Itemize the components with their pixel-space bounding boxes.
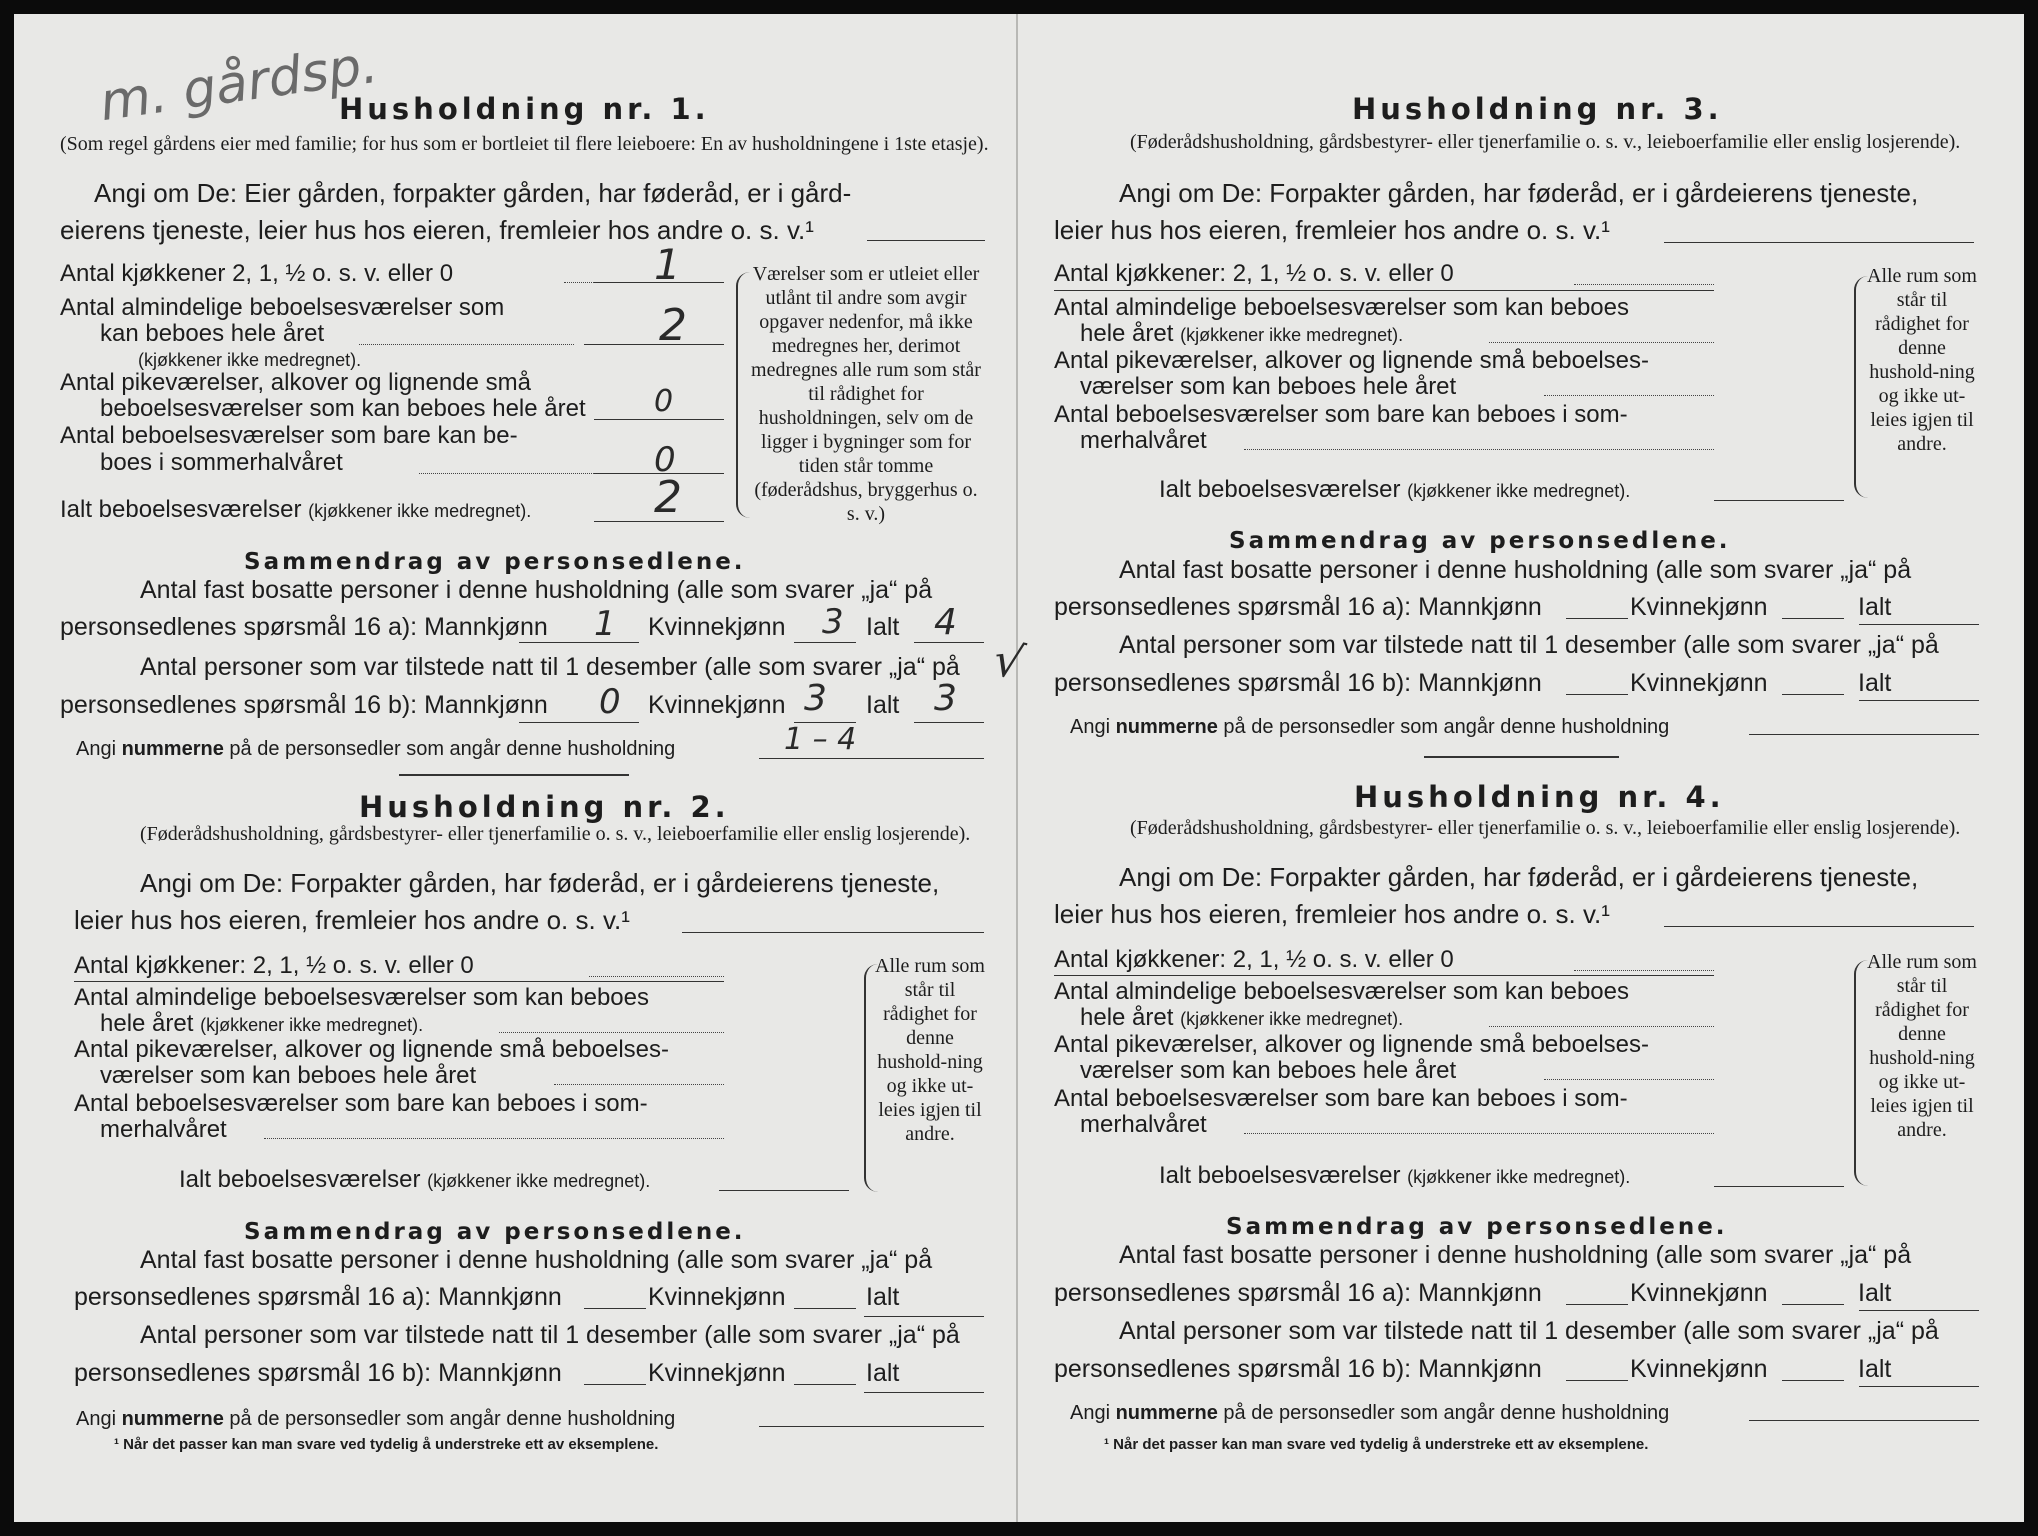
h4-p1-ialt-line[interactable] [1859, 1310, 1979, 1311]
h4-sommer-dots [1244, 1133, 1714, 1134]
h2-subtitle: (Føderådshusholdning, gårdsbestyrer- eller tjenerfamilie o. s. v., leieboerfamilie eller enslig losjerende). [140, 823, 971, 845]
h1-ialt-line [594, 521, 724, 522]
census-form-sheet [14, 14, 2024, 1522]
h4-ialt-label [1159, 1162, 1630, 1191]
h1-sammendrag-heading: Sammendrag av personsedlene. [244, 549, 746, 575]
h4-p1-mann-label: Mannkjønn [1418, 1279, 1542, 1307]
h1-note: Værelser som er utleiet eller utlånt til andre som avgir opgaver nedenfor, må ikke medregnes her, derimot medregnes alle rum som står til rådighet for husholdningen, selv om de ligger i bygninger som for tiden står tomme (føderådshus, bryggerhus o. s. v.) [751, 263, 981, 525]
h2-note: Alle rum som står til rådighet for denne hushold-ning og ikke ut-leies igjen til andre. [875, 955, 985, 1145]
h2-alm-line1: Antal almindelige beboelsesværelser som kan beboes [74, 984, 649, 1011]
h4-p1-kvinne-label: Kvinnekjønn [1630, 1279, 1768, 1307]
h1-pike-line2: beboelsesværelser som kan beboes hele året [100, 395, 586, 422]
h3-p2-kvinne-label: Kvinnekjønn [1630, 669, 1768, 697]
h1-p2-ialt-label: Ialt [866, 691, 900, 719]
h1-p1-line1: Antal fast bosatte personer i denne husholdning (alle som svarer „ja“ på [140, 576, 933, 604]
h2-sammendrag-heading: Sammendrag av personsedlene. [244, 1219, 746, 1245]
h2-nr-rest: på de personsedler som angår denne husholdning [229, 1408, 676, 1430]
h3-p2-kvinne-line[interactable] [1782, 694, 1844, 695]
h1-divider [399, 774, 629, 776]
h4-alm-dots [1489, 1026, 1714, 1027]
h4-p2-mann-label: Mannkjønn [1418, 1355, 1542, 1383]
h2-ialt-small: (kjøkkener ikke medregnet). [427, 1171, 651, 1191]
h4-ialt-small: (kjøkkener ikke medregnet). [1407, 1167, 1631, 1187]
h3-p2-ialt-line[interactable] [1859, 700, 1979, 701]
h4-angi-line1: Angi om De: Forpakter gården, har føderåd, er i gårdeierens tjeneste, [1119, 862, 1919, 892]
h2-p1-question: personsedlenes spørsmål 16 a): [74, 1283, 432, 1311]
h1-nr-rest: på de personsedler som angår denne husholdning [229, 738, 676, 760]
h3-sommer-dots [1244, 449, 1714, 450]
h4-ialt-text: Ialt beboelsesværelser [1159, 1162, 1401, 1189]
h1-alm-line [584, 344, 724, 345]
h2-kjokken-label: Antal kjøkkener: 2, 1, ½ o. s. v. eller 0 [74, 952, 474, 979]
h1-p1-mann-line [519, 642, 639, 643]
h3-p1-question: personsedlenes spørsmål 16 a): [1054, 593, 1412, 621]
h4-p1-line1: Antal fast bosatte personer i denne husholdning (alle som svarer „ja“ på [1119, 1241, 1912, 1269]
h4-alm-text: hele året [1080, 1004, 1174, 1031]
h3-alm-dots [1489, 342, 1714, 343]
h2-alm-small: (kjøkkener ikke medregnet). [200, 1015, 424, 1035]
h1-p2-mann-line [519, 722, 639, 723]
h3-subtitle: (Føderådshusholdning, gårdsbestyrer- eller tjenerfamilie o. s. v., leieboerfamilie eller enslig losjerende). [1130, 131, 1961, 153]
h2-p1-line2 [74, 1284, 562, 1311]
h2-p1-ialt-label: Ialt [866, 1283, 900, 1311]
h4-p1-ialt-label: Ialt [1858, 1279, 1892, 1307]
h2-nr-bold: nummerne [121, 1408, 224, 1430]
h1-nr-line [759, 758, 984, 759]
h1-sommer-line1: Antal beboelsesværelser som bare kan be- [60, 422, 518, 449]
h4-p2-line2 [1054, 1356, 1542, 1383]
h3-pike-line2: værelser som kan beboes hele året [1080, 373, 1457, 400]
h4-p2-ialt-line[interactable] [1859, 1386, 1979, 1387]
h2-p2-mann-line[interactable] [584, 1384, 646, 1385]
h4-nr-line[interactable] [1749, 1420, 1979, 1421]
h2-sommer-dots [264, 1138, 724, 1139]
h1-p2-ialt-value[interactable]: 3 [934, 678, 957, 719]
h3-ialt-label [1159, 476, 1630, 505]
h3-note: Alle rum som står til rådighet for denne hushold-ning og ikke ut-leies igjen til andre. [1867, 265, 1977, 455]
h2-p2-line1: Antal personer som var tilstede natt til 1 desember (alle som svarer „ja“ på [140, 1321, 960, 1349]
h3-sommer-line2: merhalvåret [1080, 427, 1207, 454]
h3-alm-small: (kjøkkener ikke medregnet). [1180, 325, 1404, 345]
h4-sommer-line1: Antal beboelsesværelser som bare kan beboes i som- [1054, 1085, 1628, 1112]
h3-p1-line2 [1054, 594, 1542, 621]
h1-p2-question: personsedlenes spørsmål 16 b): [60, 691, 418, 719]
h1-p1-kvinne-label: Kvinnekjønn [648, 613, 786, 641]
h1-p2-kvinne-label: Kvinnekjønn [648, 691, 786, 719]
h1-pike-line1: Antal pikeværelser, alkover og lignende små [60, 369, 531, 396]
h3-p2-ialt-label: Ialt [1858, 669, 1892, 697]
h1-alm-small: (kjøkkener ikke medregnet). [138, 350, 362, 370]
h1-ialt-value[interactable]: 2 [654, 472, 682, 523]
h2-title: Husholdning nr. 2. [359, 790, 730, 824]
h1-nr-angi: Angi [76, 738, 117, 760]
h2-pike-line2: værelser som kan beboes hele året [100, 1062, 477, 1089]
h2-sommer-line1: Antal beboelsesværelser som bare kan beboes i som- [74, 1090, 648, 1117]
h3-angi-answer-line[interactable] [1664, 242, 1974, 243]
h4-alm-underline [1054, 975, 1714, 976]
h4-angi-answer-line[interactable] [1664, 926, 1974, 927]
h2-ialt-label [179, 1166, 650, 1195]
h4-nr-bold: nummerne [1115, 1402, 1218, 1424]
h3-p2-mann-label: Mannkjønn [1418, 669, 1542, 697]
h3-p2-line1: Antal personer som var tilstede natt til 1 desember (alle som svarer „ja“ på [1119, 631, 1939, 659]
h4-pike-line1: Antal pikeværelser, alkover og lignende små beboelses- [1054, 1031, 1649, 1058]
h1-kjokken-line [594, 282, 724, 283]
h1-p1-kvinne-line [794, 642, 856, 643]
h1-ialt-text: Ialt beboelsesværelser [60, 496, 302, 523]
h3-alm-underline [1054, 290, 1714, 291]
h3-alm-line2 [1080, 320, 1403, 349]
h3-nr-label [1070, 714, 1669, 741]
h4-alm-small: (kjøkkener ikke medregnet). [1180, 1009, 1404, 1029]
h3-ialt-text: Ialt beboelsesværelser [1159, 476, 1401, 503]
h4-subtitle: (Føderådshusholdning, gårdsbestyrer- eller tjenerfamilie o. s. v., leieboerfamilie eller enslig losjerende). [1130, 817, 1961, 839]
h2-alm-line2 [100, 1010, 423, 1039]
h1-alm-line1: Antal almindelige beboelsesværelser som [60, 294, 505, 321]
h2-p2-mann-label: Mannkjønn [438, 1359, 562, 1387]
h1-p1-ialt-line [914, 642, 984, 643]
h2-ialt-line [719, 1190, 849, 1191]
h2-footnote: ¹ Når det passer kan man svare ved tydelig å understreke ett av eksemplene. [114, 1436, 659, 1453]
h2-angi-answer-line[interactable] [682, 932, 984, 933]
h1-p2-kvinne-value[interactable]: 3 [804, 678, 827, 719]
page-fold [1016, 14, 1018, 1522]
h4-p1-kvinne-line[interactable] [1782, 1304, 1844, 1305]
h1-nr-bold: nummerne [121, 738, 224, 760]
h4-pike-dots [1544, 1079, 1714, 1080]
h3-p2-line2 [1054, 670, 1542, 697]
h3-p2-question: personsedlenes spørsmål 16 b): [1054, 669, 1412, 697]
h1-p2-mann-label: Mannkjønn [424, 691, 548, 719]
h2-pike-dots [554, 1084, 724, 1085]
h1-p1-mann-label: Mannkjønn [424, 613, 548, 641]
h4-kjokken-dots [1574, 970, 1714, 971]
h3-divider [1424, 756, 1619, 758]
h3-sommer-line1: Antal beboelsesværelser som bare kan beboes i som- [1054, 401, 1628, 428]
h1-alm-dots [359, 344, 574, 345]
h4-sammendrag-heading: Sammendrag av personsedlene. [1226, 1214, 1728, 1240]
h1-p1-ialt-value[interactable]: 4 [934, 602, 957, 643]
h1-pike-value[interactable]: 0 [654, 384, 674, 419]
handwritten-annotation: m. gårdsp. [96, 34, 382, 134]
h4-nr-angi: Angi [1070, 1402, 1111, 1424]
h3-p1-line1: Antal fast bosatte personer i denne husholdning (alle som svarer „ja“ på [1119, 556, 1912, 584]
h2-p2-question: personsedlenes spørsmål 16 b): [74, 1359, 432, 1387]
h1-subtitle: (Som regel gårdens eier med familie; for hus som er bortleiet til flere leieboere: En av husholdningene i 1ste etasje). [60, 133, 989, 155]
h1-alm-value[interactable]: 2 [659, 300, 687, 351]
h1-nr-value[interactable]: 1 – 4 [784, 722, 857, 757]
h4-alm-line2 [1080, 1004, 1403, 1033]
h3-p1-kvinne-label: Kvinnekjønn [1630, 593, 1768, 621]
h4-ialt-line [1714, 1186, 1844, 1187]
h4-p2-kvinne-line[interactable] [1782, 1380, 1844, 1381]
h1-ialt-small: (kjøkkener ikke medregnet). [308, 501, 532, 521]
h3-ialt-small: (kjøkkener ikke medregnet). [1407, 481, 1631, 501]
h2-sommer-line2: merhalvåret [100, 1116, 227, 1143]
h1-p2-line2 [60, 692, 548, 719]
h1-alm-line2: kan beboes hele året [100, 320, 325, 347]
h3-alm-text: hele året [1080, 320, 1174, 347]
h4-alm-line1: Antal almindelige beboelsesværelser som kan beboes [1054, 978, 1629, 1005]
h2-alm-text: hele året [100, 1010, 194, 1037]
h1-pike-line [594, 419, 724, 420]
h3-sammendrag-heading: Sammendrag av personsedlene. [1229, 528, 1731, 554]
h4-title: Husholdning nr. 4. [1354, 780, 1725, 814]
h1-kjokken-value[interactable]: 1 [654, 240, 681, 289]
h4-kjokken-label: Antal kjøkkener: 2, 1, ½ o. s. v. eller 0 [1054, 946, 1454, 973]
h2-p2-kvinne-line[interactable] [794, 1384, 856, 1385]
h4-sommer-line2: merhalvåret [1080, 1111, 1207, 1138]
h4-p1-line2 [1054, 1280, 1542, 1307]
h1-p1-mann-value[interactable]: 1 [594, 604, 616, 644]
h1-p1-line2 [60, 614, 548, 641]
h3-kjokken-label: Antal kjøkkener: 2, 1, ½ o. s. v. eller 0 [1054, 260, 1454, 287]
h1-p1-kvinne-value[interactable]: 3 [822, 602, 844, 642]
h1-nr-label [76, 736, 675, 763]
h1-p1-question: personsedlenes spørsmål 16 a): [60, 613, 418, 641]
h4-p2-ialt-label: Ialt [1858, 1355, 1892, 1383]
h2-p1-kvinne-line[interactable] [794, 1308, 856, 1309]
h4-nr-label [1070, 1400, 1669, 1427]
h4-p2-kvinne-label: Kvinnekjønn [1630, 1355, 1768, 1383]
h3-title: Husholdning nr. 3. [1352, 92, 1723, 126]
h3-nr-rest: på de personsedler som angår denne husholdning [1223, 716, 1670, 738]
h3-nr-line[interactable] [1749, 734, 1979, 735]
h1-sommer-value[interactable]: 0 [654, 440, 676, 480]
h3-nr-bold: nummerne [1115, 716, 1218, 738]
h1-angi-line2: eierens tjeneste, leier hus hos eieren, fremleier hos andre o. s. v.¹ [60, 215, 814, 245]
h1-sommer-line2: boes i sommerhalvåret [100, 449, 343, 476]
h3-kjokken-dots [1574, 284, 1714, 285]
h3-ialt-line [1714, 500, 1844, 501]
h2-p1-mann-line[interactable] [584, 1308, 646, 1309]
h4-p2-line1: Antal personer som var tilstede natt til 1 desember (alle som svarer „ja“ på [1119, 1317, 1939, 1345]
h3-angi-line1: Angi om De: Forpakter gården, har føderåd, er i gårdeierens tjeneste, [1119, 178, 1919, 208]
h3-pike-line1: Antal pikeværelser, alkover og lignende små beboelses- [1054, 347, 1649, 374]
h2-alm-dots [499, 1032, 724, 1033]
h3-angi-line2: leier hus hos eieren, fremleier hos andre o. s. v.¹ [1054, 215, 1610, 245]
h2-angi-line2: leier hus hos eieren, fremleier hos andre o. s. v.¹ [74, 905, 630, 935]
h4-p2-mann-line[interactable] [1566, 1380, 1628, 1381]
h4-p1-question: personsedlenes spørsmål 16 a): [1054, 1279, 1412, 1307]
h2-p1-line1: Antal fast bosatte personer i denne husholdning (alle som svarer „ja“ på [140, 1246, 933, 1274]
h2-p1-kvinne-label: Kvinnekjønn [648, 1283, 786, 1311]
h2-nr-angi: Angi [76, 1408, 117, 1430]
h4-pike-line2: værelser som kan beboes hele året [1080, 1057, 1457, 1084]
h4-footnote: ¹ Når det passer kan man svare ved tydelig å understreke ett av eksemplene. [1104, 1436, 1649, 1453]
h2-p2-ialt-line[interactable] [864, 1392, 984, 1393]
h2-pike-line1: Antal pikeværelser, alkover og lignende små beboelses- [74, 1036, 669, 1063]
h1-p2-mann-value[interactable]: 0 [599, 682, 621, 722]
h2-p1-mann-label: Mannkjønn [438, 1283, 562, 1311]
h1-kjokken-dots [564, 282, 594, 283]
h4-nr-rest: på de personsedler som angår denne husholdning [1223, 1402, 1670, 1424]
h2-nr-line[interactable] [759, 1426, 984, 1427]
h2-angi-line1: Angi om De: Forpakter gården, har føderåd, er i gårdeierens tjeneste, [140, 868, 940, 898]
h1-angi-line1: Angi om De: Eier gården, forpakter gården, har føderåd, er i gård- [94, 178, 852, 208]
h1-checkmark: √ [988, 631, 1029, 691]
h3-pike-dots [1544, 395, 1714, 396]
h1-angi-answer-line[interactable] [867, 240, 985, 241]
h3-p1-ialt-label: Ialt [1858, 593, 1892, 621]
h2-p1-ialt-line[interactable] [864, 1316, 984, 1317]
h1-title: Husholdning nr. 1. [339, 92, 710, 126]
h1-ialt-label [60, 496, 531, 525]
h3-p1-mann-line[interactable] [1566, 618, 1628, 619]
h4-note: Alle rum som står til rådighet for denne hushold-ning og ikke ut-leies igjen til andre. [1867, 951, 1977, 1141]
h4-p1-mann-line[interactable] [1566, 1304, 1628, 1305]
h3-p1-kvinne-line[interactable] [1782, 618, 1844, 619]
h2-ialt-text: Ialt beboelsesværelser [179, 1166, 421, 1193]
h1-p1-ialt-label: Ialt [866, 613, 900, 641]
h3-p1-ialt-line[interactable] [1859, 624, 1979, 625]
h2-alm-underline [74, 981, 724, 982]
h3-p2-mann-line[interactable] [1566, 694, 1628, 695]
h3-alm-line1: Antal almindelige beboelsesværelser som kan beboes [1054, 294, 1629, 321]
h2-p2-kvinne-label: Kvinnekjønn [648, 1359, 786, 1387]
h1-p2-line1: Antal personer som var tilstede natt til 1 desember (alle som svarer „ja“ på [140, 653, 960, 681]
h1-p2-ialt-line [914, 722, 984, 723]
h3-p1-mann-label: Mannkjønn [1418, 593, 1542, 621]
h3-nr-angi: Angi [1070, 716, 1111, 738]
h4-angi-line2: leier hus hos eieren, fremleier hos andre o. s. v.¹ [1054, 899, 1610, 929]
h2-kjokken-dots [589, 976, 724, 977]
h2-p2-line2 [74, 1360, 562, 1387]
h1-kjokken-label: Antal kjøkkener 2, 1, ½ o. s. v. eller 0 [60, 260, 454, 287]
h2-nr-label [76, 1406, 675, 1433]
h2-p2-ialt-label: Ialt [866, 1359, 900, 1387]
h1-sommer-dots [419, 473, 594, 474]
h4-p2-question: personsedlenes spørsmål 16 b): [1054, 1355, 1412, 1383]
